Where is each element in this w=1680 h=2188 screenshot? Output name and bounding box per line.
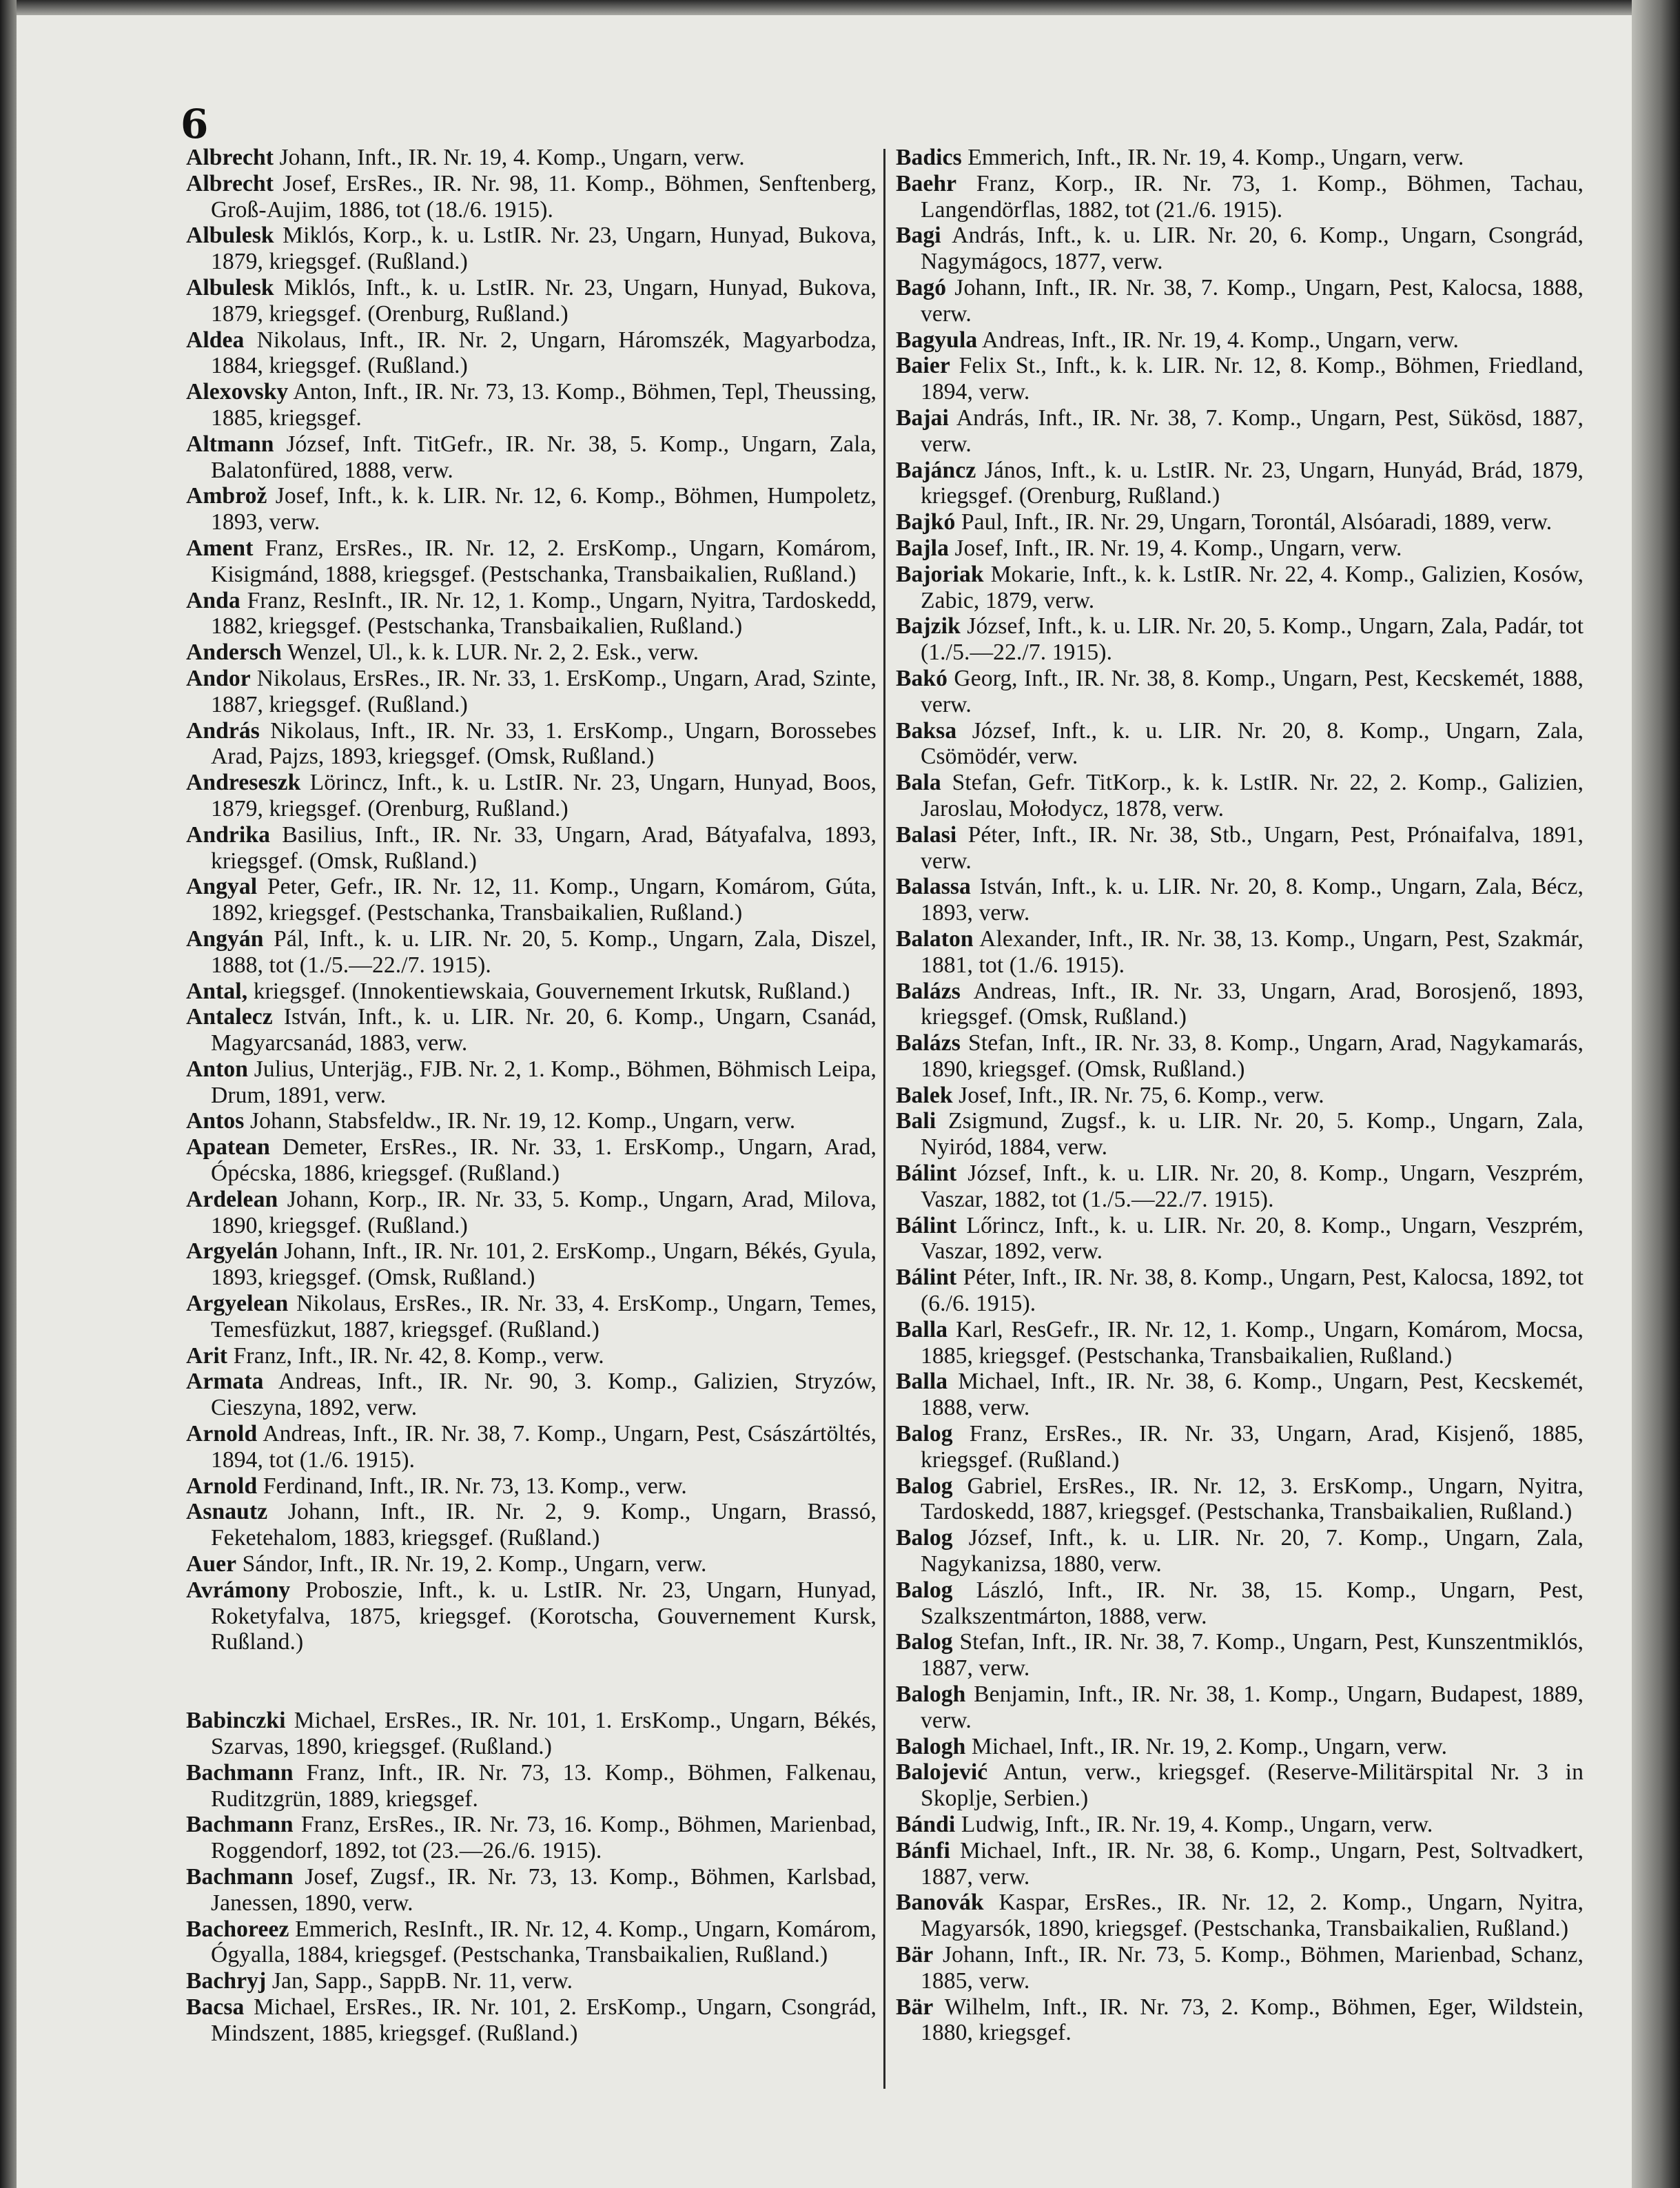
- register-entry: [186, 1291, 877, 1343]
- entry-details: Franz, Inft., IR. Nr. 42, 8. Komp., verw.: [233, 1342, 604, 1369]
- entry-details: Emmerich, Inft., IR. Nr. 19, 4. Komp., Ungarn, verw.: [967, 145, 1464, 170]
- entry-surname: Bagi: [896, 223, 941, 249]
- entry-surname: Andrika: [186, 821, 270, 848]
- entry-details: Michael, ErsRes., IR. Nr. 101, 1. ErsKomp., Ungarn, Békés, Szarvas, 1890, kriegsgef. (Rußland.): [211, 1708, 877, 1760]
- entry-surname: Bálint: [896, 1212, 957, 1238]
- entry-details: Miklós, Inft., k. u. LstIR. Nr. 23, Ungarn, Hunyad, Bukova, 1879, kriegsgef. (Orenburg, Rußland.): [211, 274, 877, 327]
- entry-surname: Bali: [896, 1108, 936, 1134]
- entry-details: Nikolaus, Inft., IR. Nr. 33, 1. ErsKomp., Ungarn, Borossebes Arad, Pajzs, 1893, kriegsgef. (Omsk, Rußland.): [211, 717, 877, 770]
- entry-surname: Bachmann: [186, 1759, 294, 1786]
- entry-details: Johann, Stabsfeldw., IR. Nr. 19, 12. Komp., Ungarn, verw.: [249, 1108, 796, 1134]
- entry-details: Franz, ErsRes., IR. Nr. 73, 16. Komp., Böhmen, Marienbad, Roggendorf, 1892, tot (23.—26./6. 1915).: [211, 1812, 877, 1864]
- register-entry: [896, 1265, 1584, 1317]
- entry-details: Jan, Sapp., SappB. Nr. 11, verw.: [272, 1968, 573, 1994]
- register-entry: [896, 926, 1584, 979]
- register-entry: [896, 1942, 1584, 1994]
- entry-surname: Argyelean: [186, 1291, 289, 1317]
- entry-details: András, Inft., k. u. LIR. Nr. 20, 6. Komp., Ungarn, Csongrád, Nagymágocs, 1877, verw.: [921, 223, 1584, 275]
- entry-surname: Ament: [186, 535, 254, 561]
- register-entry: [896, 979, 1584, 1031]
- entry-surname: Argyelán: [186, 1238, 278, 1265]
- register-entry: [896, 171, 1584, 223]
- register-entry: [186, 1499, 877, 1551]
- register-entry: [186, 1916, 877, 1969]
- entry-surname: Ambrož: [186, 483, 267, 509]
- entry-surname: Balog: [896, 1525, 953, 1551]
- register-entry: [186, 926, 877, 979]
- entry-surname: Armata: [186, 1369, 264, 1395]
- entry-details: Michael, ErsRes., IR. Nr. 101, 2. ErsKomp., Ungarn, Csongrád, Mindszent, 1885, kriegsgef. (Rußland.): [211, 1994, 877, 2046]
- register-entry: [896, 666, 1584, 718]
- entry-details: Nikolaus, Inft., IR. Nr. 2, Ungarn, Háromszék, Magyarbodza, 1884, kriegsgef. (Rußland.): [211, 327, 877, 379]
- entry-details: Stefan, Gefr. TitKorp., k. k. LstIR. Nr. 22, 2. Komp., Galizien, Jaroslau, Mołodycz, 1878, verw.: [921, 770, 1584, 821]
- register-entry: [186, 483, 877, 535]
- entry-surname: Badics: [896, 145, 962, 170]
- entry-surname: Angyán: [186, 926, 264, 952]
- entry-surname: Bajzik: [896, 613, 961, 640]
- entry-details: Josef, Zugsf., IR. Nr. 73, 13. Komp., Böhmen, Karlsbad, Janessen, 1890, verw.: [211, 1864, 877, 1916]
- entry-details: Ludwig, Inft., IR. Nr. 19, 4. Komp., Ungarn, verw.: [961, 1812, 1433, 1837]
- register-entry: [896, 1213, 1584, 1265]
- entry-surname: Balogh: [896, 1733, 966, 1759]
- entry-details: Antun, verw., kriegsgef. (Reserve-Militärspital Nr. 3 in Skoplje, Serbien.): [921, 1759, 1584, 1812]
- register-entry: [896, 405, 1584, 458]
- register-entry: [186, 1004, 877, 1056]
- entry-surname: Bacsa: [186, 1994, 245, 2020]
- entry-details: Michael, Inft., IR. Nr. 38, 6. Komp., Ungarn, Pest, Soltvadkert, 1887, verw.: [921, 1837, 1584, 1890]
- register-entry: [896, 770, 1584, 822]
- register-entry: [896, 1421, 1584, 1473]
- entry-surname: Andreseszk: [186, 770, 301, 796]
- entry-details: Demeter, ErsRes., IR. Nr. 33, 1. ErsKomp., Ungarn, Arad, Ópécska, 1886, kriegsgef. (Rußland.): [211, 1134, 877, 1187]
- entry-details: Franz, Korp., IR. Nr. 73, 1. Komp., Böhmen, Tachau, Langendörflas, 1882, tot (21./6. 1915).: [921, 170, 1584, 223]
- entry-surname: Bala: [896, 770, 941, 796]
- register-entry: [186, 640, 877, 666]
- entry-surname: Balla: [896, 1369, 948, 1395]
- register-entry: [896, 1681, 1584, 1734]
- entry-details: Kaspar, ErsRes., IR. Nr. 12, 2. Komp., Ungarn, Nyitra, Magyarsók, 1890, kriegsgef. (Pestschanka, Transbaikalien, Rußland.): [921, 1890, 1584, 1942]
- entry-surname: Balla: [896, 1316, 948, 1342]
- register-entry: [896, 1525, 1584, 1577]
- entry-surname: Apatean: [186, 1134, 270, 1161]
- entry-details: kriegsgef. (Innokentiewskaia, Gouvernement Irkutsk, Rußland.): [253, 978, 850, 1004]
- entry-surname: Bachmann: [186, 1864, 294, 1890]
- entry-surname: Anda: [186, 587, 240, 613]
- register-entry: [186, 1760, 877, 1812]
- register-entry: [186, 1187, 877, 1239]
- register-entry: [896, 1317, 1584, 1369]
- register-entry: [896, 1994, 1584, 2047]
- entry-surname: Angyal: [186, 874, 258, 900]
- register-entry: [186, 1369, 877, 1421]
- register-entry: [896, 1369, 1584, 1421]
- entry-details: Ferdinand, Inft., IR. Nr. 73, 13. Komp., verw.: [263, 1473, 687, 1499]
- entry-surname: Balasi: [896, 821, 957, 848]
- entry-details: Josef, Inft., IR. Nr. 19, 4. Komp., Ungarn, verw.: [954, 535, 1402, 561]
- register-entry: [186, 535, 877, 588]
- entry-surname: Aldea: [186, 327, 245, 353]
- entry-surname: Balog: [896, 1629, 953, 1655]
- entry-surname: Albulesk: [186, 274, 274, 300]
- entry-details: Georg, Inft., IR. Nr. 38, 8. Komp., Ungarn, Pest, Kecskemét, 1888, verw.: [921, 665, 1584, 717]
- entry-surname: Balog: [896, 1577, 953, 1603]
- entry-surname: Babinczki: [186, 1708, 286, 1734]
- entry-details: Josef, Inft., k. k. LIR. Nr. 12, 6. Komp., Böhmen, Humpoletz, 1893, verw.: [211, 483, 877, 535]
- register-entry: [186, 1421, 877, 1473]
- register-entry: [896, 535, 1584, 562]
- entry-surname: Balázs: [896, 1030, 961, 1056]
- entry-details: József, Inft., k. u. LIR. Nr. 20, 8. Komp., Ungarn, Veszprém, Vaszar, 1882, tot (1./5.—22./7. 1915).: [921, 1161, 1584, 1212]
- entry-surname: Bagyula: [896, 327, 978, 353]
- entry-surname: Bajla: [896, 535, 949, 561]
- register-entry: [896, 1629, 1584, 1681]
- entry-surname: Bagó: [896, 274, 947, 300]
- register-entry: [186, 1343, 877, 1369]
- register-entry: [186, 718, 877, 770]
- left-column: [186, 145, 877, 2047]
- register-entry: [186, 1134, 877, 1187]
- register-entry: [186, 1473, 877, 1500]
- entry-details: Gabriel, ErsRes., IR. Nr. 12, 3. ErsKomp., Ungarn, Nyitra, Tardoskedd, 1887, kriegsgef. (Pestschanka, Transbaikalien, Rußland.): [921, 1473, 1584, 1525]
- entry-surname: Andersch: [186, 640, 282, 666]
- register-entry: [896, 1759, 1584, 1812]
- entry-details: Péter, Inft., IR. Nr. 38, Stb., Ungarn, Pest, Prónaifalva, 1891, verw.: [921, 821, 1584, 874]
- entry-details: Emmerich, ResInft., IR. Nr. 12, 4. Komp., Ungarn, Komárom, Ógyalla, 1884, kriegsgef. (Pestschanka, Transbaikalien, Rußland.): [211, 1916, 877, 1968]
- column-divider: [883, 149, 885, 2089]
- register-entry: [896, 1161, 1584, 1213]
- entry-details: Johann, Inft., IR. Nr. 101, 2. ErsKomp., Ungarn, Békés, Gyula, 1893, kriegsgef. (Omsk, Rußland.): [211, 1238, 877, 1291]
- register-entry: [896, 1108, 1584, 1161]
- register-entry: [896, 613, 1584, 666]
- entry-details: Franz, ErsRes., IR. Nr. 12, 2. ErsKomp., Ungarn, Komárom, Kisigmánd, 1888, kriegsgef. (Pestschanka, Transbaikalien, Rußland.): [211, 535, 877, 587]
- register-entry: [186, 1864, 877, 1916]
- entry-surname: Balassa: [896, 874, 971, 900]
- entry-surname: Albrecht: [186, 170, 274, 196]
- register-entry: [896, 327, 1584, 354]
- entry-surname: Albulesk: [186, 223, 274, 249]
- entry-details: Paul, Inft., IR. Nr. 29, Ungarn, Torontál, Alsóaradi, 1889, verw.: [961, 509, 1553, 535]
- entry-details: Andreas, Inft., IR. Nr. 38, 7. Komp., Ungarn, Pest, Császártöltés, 1894, tot (1./6. 1915).: [211, 1421, 877, 1473]
- entry-details: Nikolaus, ErsRes., IR. Nr. 33, 1. ErsKomp., Ungarn, Arad, Szinte, 1887, kriegsgef. (Rußland.): [211, 665, 877, 717]
- entry-surname: Anton: [186, 1056, 249, 1082]
- entry-details: Johann, Inft., IR. Nr. 2, 9. Komp., Ungarn, Brassó, Feketehalom, 1883, kriegsgef. (Rußland.): [211, 1499, 877, 1551]
- entry-details: Felix St., Inft., k. k. LIR. Nr. 12, 8. Komp., Böhmen, Friedland, 1894, verw.: [921, 353, 1584, 405]
- register-entry: [186, 1994, 877, 2047]
- entry-surname: Asnautz: [186, 1499, 268, 1525]
- entry-details: Andreas, Inft., IR. Nr. 33, Ungarn, Arad, Borosjenő, 1893, kriegsgef. (Omsk, Rußland.): [921, 978, 1584, 1030]
- entry-details: József, Inft., k. u. LIR. Nr. 20, 5. Komp., Ungarn, Zala, Padár, tot (1./5.—22./7. 1915).: [921, 613, 1584, 666]
- register-entry: [896, 275, 1584, 327]
- section-gap: [186, 1655, 877, 1708]
- entry-surname: Bär: [896, 1941, 934, 1967]
- entry-surname: Bálint: [896, 1161, 957, 1187]
- register-entry: [186, 171, 877, 223]
- entry-details: János, Inft., k. u. LstIR. Nr. 23, Ungarn, Hunyád, Brád, 1879, kriegsgef. (Orenburg, Rußland.): [921, 457, 1584, 509]
- register-entry: [186, 145, 877, 171]
- entry-surname: Bajai: [896, 405, 949, 431]
- entry-details: Karl, ResGefr., IR. Nr. 12, 1. Komp., Ungarn, Komárom, Mocsa, 1885, kriegsgef. (Pestschanka, Transbaikalien, Rußland.): [921, 1316, 1584, 1369]
- register-entry: [186, 379, 877, 431]
- entry-details: Peter, Gefr., IR. Nr. 12, 11. Komp., Ungarn, Komárom, Gúta, 1892, kriegsgef. (Pestschanka, Transbaikalien, Rußland.): [211, 874, 877, 926]
- entry-surname: Arnold: [186, 1421, 258, 1447]
- entry-details: Michael, Inft., IR. Nr. 19, 2. Komp., Ungarn, verw.: [971, 1733, 1448, 1759]
- entry-surname: Bándi: [896, 1812, 956, 1837]
- entry-details: Proboszie, Inft., k. u. LstIR. Nr. 23, Ungarn, Hunyad, Roketyfalva, 1875, kriegsgef. (Korotscha, Gouvernement Kursk, Rußland.): [211, 1577, 877, 1655]
- entry-details: Josef, ErsRes., IR. Nr. 98, 11. Komp., Böhmen, Senftenberg, Groß-Aujim, 1886, tot (18./6. 1915).: [211, 170, 877, 223]
- entry-details: András, Inft., IR. Nr. 38, 7. Komp., Ungarn, Pest, Sükösd, 1887, verw.: [921, 405, 1584, 457]
- entry-surname: Arnold: [186, 1473, 258, 1499]
- entry-details: Franz, Inft., IR. Nr. 73, 13. Komp., Böhmen, Falkenau, Ruditzgrün, 1889, kriegsgef.: [211, 1759, 877, 1812]
- entry-details: Lőrincz, Inft., k. u. LIR. Nr. 20, 8. Komp., Ungarn, Veszprém, Vaszar, 1892, verw.: [921, 1212, 1584, 1265]
- entry-surname: Albrecht: [186, 145, 274, 170]
- entry-surname: Bajáncz: [896, 457, 976, 483]
- register-entry: [186, 1812, 877, 1864]
- entry-details: Sándor, Inft., IR. Nr. 19, 2. Komp., Ungarn, verw.: [242, 1551, 707, 1577]
- entry-surname: Bär: [896, 1994, 934, 2020]
- entry-details: Julius, Unterjäg., FJB. Nr. 2, 1. Komp., Böhmen, Böhmisch Leipa, Drum, 1891, verw.: [211, 1056, 877, 1108]
- register-entry: [896, 1083, 1584, 1109]
- entry-details: Wenzel, Ul., k. k. LUR. Nr. 2, 2. Esk., verw.: [287, 640, 699, 666]
- register-entry: [896, 1473, 1584, 1526]
- register-entry: [186, 275, 877, 327]
- entry-surname: Bachoreez: [186, 1916, 289, 1942]
- register-entry: [896, 353, 1584, 405]
- entry-details: Michael, Inft., IR. Nr. 38, 6. Komp., Ungarn, Pest, Kecskemét, 1888, verw.: [921, 1369, 1584, 1421]
- entry-surname: Balog: [896, 1473, 953, 1499]
- entry-surname: Andor: [186, 665, 251, 691]
- entry-details: István, Inft., k. u. LIR. Nr. 20, 8. Komp., Ungarn, Zala, Bécz, 1893, verw.: [921, 874, 1584, 926]
- entry-details: István, Inft., k. u. LIR. Nr. 20, 6. Komp., Ungarn, Csanád, Magyarcsanád, 1883, verw.: [211, 1004, 877, 1056]
- register-entry: [186, 822, 877, 875]
- right-column: [896, 145, 1584, 2046]
- entry-surname: Arit: [186, 1342, 228, 1369]
- entry-surname: Bálint: [896, 1265, 957, 1291]
- entry-details: Stefan, Inft., IR. Nr. 33, 8. Komp., Ungarn, Arad, Nagykamarás, 1890, kriegsgef. (Omsk, Rußland.): [921, 1030, 1584, 1082]
- entry-surname: Balogh: [896, 1681, 966, 1708]
- entry-details: Johann, Inft., IR. Nr. 73, 5. Komp., Böhmen, Marienbad, Schanz, 1885, verw.: [921, 1941, 1584, 1994]
- register-entry: [186, 770, 877, 822]
- entry-surname: Balázs: [896, 978, 961, 1004]
- entry-details: Josef, Inft., IR. Nr. 75, 6. Komp., verw.: [959, 1082, 1324, 1108]
- entry-details: Lörincz, Inft., k. u. LstIR. Nr. 23, Ungarn, Hunyad, Boos, 1879, kriegsgef. (Orenburg, Rußland.): [211, 770, 877, 821]
- register-entry: [186, 588, 877, 640]
- register-entry: [896, 718, 1584, 770]
- register-entry: [896, 1838, 1584, 1890]
- entry-details: Nikolaus, ErsRes., IR. Nr. 33, 4. ErsKomp., Ungarn, Temes, Temesfüzkut, 1887, kriegsgef. (Rußland.): [211, 1291, 877, 1342]
- entry-details: László, Inft., IR. Nr. 38, 15. Komp., Ungarn, Pest, Szalkszentmárton, 1888, verw.: [921, 1577, 1584, 1629]
- entry-surname: Bajkó: [896, 509, 956, 535]
- entry-details: Johann, Inft., IR. Nr. 19, 4. Komp., Ungarn, verw.: [279, 145, 745, 170]
- entry-details: Péter, Inft., IR. Nr. 38, 8. Komp., Ungarn, Pest, Kalocsa, 1892, tot (6./6. 1915).: [921, 1265, 1584, 1317]
- register-entry: [186, 1056, 877, 1109]
- page-number: 6: [181, 101, 209, 147]
- entry-details: Benjamin, Inft., IR. Nr. 38, 1. Komp., Ungarn, Budapest, 1889, verw.: [921, 1681, 1584, 1733]
- entry-surname: Bánfi: [896, 1837, 950, 1863]
- register-entry: [186, 1968, 877, 1994]
- entry-surname: Auer: [186, 1551, 237, 1577]
- entry-surname: Balog: [896, 1421, 953, 1447]
- register-entry: [896, 145, 1584, 171]
- scan-edge-top: [0, 0, 1680, 15]
- register-entry: [896, 1890, 1584, 1942]
- register-entry: [186, 1551, 877, 1577]
- register-entry: [896, 1734, 1584, 1760]
- entry-details: Johann, Inft., IR. Nr. 38, 7. Komp., Ungarn, Pest, Kalocsa, 1888, verw.: [921, 274, 1584, 327]
- register-entry: [896, 458, 1584, 510]
- entry-surname: Avrámony: [186, 1577, 291, 1603]
- entry-details: Stefan, Inft., IR. Nr. 38, 7. Komp., Ungarn, Pest, Kunszentmiklós, 1887, verw.: [921, 1629, 1584, 1681]
- entry-details: József, Inft. TitGefr., IR. Nr. 38, 5. Komp., Ungarn, Zala, Balatonfüred, 1888, verw.: [211, 431, 877, 483]
- entry-surname: Baier: [896, 353, 950, 379]
- entry-details: Anton, Inft., IR. Nr. 73, 13. Komp., Böhmen, Tepl, Theussing, 1885, kriegsgef.: [211, 379, 877, 431]
- register-entry: [896, 874, 1584, 926]
- register-entry: [896, 223, 1584, 275]
- entry-surname: Ardelean: [186, 1186, 278, 1212]
- entry-details: Pál, Inft., k. u. LIR. Nr. 20, 5. Komp., Ungarn, Zala, Diszel, 1888, tot (1./5.—22./7. 1915).: [211, 926, 877, 978]
- register-entry: [896, 509, 1584, 535]
- entry-details: Mokarie, Inft., k. k. LstIR. Nr. 22, 4. Komp., Galizien, Kosów, Zabic, 1879, verw.: [921, 561, 1584, 613]
- register-entry: [896, 1812, 1584, 1838]
- register-entry: [186, 431, 877, 484]
- register-entry: [186, 327, 877, 380]
- register-entry: [896, 1577, 1584, 1630]
- entry-surname: Bachryj: [186, 1968, 267, 1994]
- entry-surname: Antal,: [186, 978, 248, 1004]
- entry-surname: Bakó: [896, 665, 948, 691]
- entry-details: Johann, Korp., IR. Nr. 33, 5. Komp., Ungarn, Arad, Milova, 1890, kriegsgef. (Rußland.): [211, 1186, 877, 1238]
- register-entry: [186, 1577, 877, 1655]
- register-entry: [186, 1238, 877, 1291]
- entry-details: Andreas, Inft., IR. Nr. 90, 3. Komp., Galizien, Stryzów, Cieszyna, 1892, verw.: [211, 1369, 877, 1421]
- entry-details: Miklós, Korp., k. u. LstIR. Nr. 23, Ungarn, Hunyad, Bukova, 1879, kriegsgef. (Rußland.): [211, 223, 877, 275]
- register-entry: [896, 1030, 1584, 1083]
- entry-surname: Baksa: [896, 717, 957, 744]
- register-entry: [896, 822, 1584, 875]
- register-entry: [186, 223, 877, 275]
- register-entry: [186, 979, 877, 1005]
- register-entry: [186, 1708, 877, 1760]
- entry-surname: Bajoriak: [896, 561, 984, 587]
- scan-edge-right: [1632, 0, 1680, 2188]
- scan-edge-left: [0, 0, 17, 2188]
- entry-surname: Bachmann: [186, 1812, 294, 1838]
- register-entry: [186, 874, 877, 926]
- entry-details: Alexander, Inft., IR. Nr. 38, 13. Komp., Ungarn, Pest, Szakmár, 1881, tot (1./6. 1915).: [921, 926, 1584, 978]
- entry-surname: Alexovsky: [186, 379, 289, 405]
- register-entry: [186, 1108, 877, 1134]
- entry-details: József, Inft., k. u. LIR. Nr. 20, 8. Komp., Ungarn, Zala, Csömödér, verw.: [921, 717, 1584, 770]
- entry-details: József, Inft., k. u. LIR. Nr. 20, 7. Komp., Ungarn, Zala, Nagykanizsa, 1880, verw.: [921, 1525, 1584, 1577]
- register-entry: [186, 666, 877, 718]
- entry-details: Zsigmund, Zugsf., k. u. LIR. Nr. 20, 5. Komp., Ungarn, Zala, Nyiród, 1884, verw.: [921, 1108, 1584, 1161]
- entry-surname: Banovák: [896, 1890, 984, 1916]
- entry-surname: Balek: [896, 1082, 953, 1108]
- entry-surname: András: [186, 717, 260, 744]
- entry-surname: Baehr: [896, 170, 957, 196]
- entry-details: Franz, ResInft., IR. Nr. 12, 1. Komp., Ungarn, Nyitra, Tardoskedd, 1882, kriegsgef. (Pestschanka, Transbaikalien, Rußland.): [211, 587, 877, 640]
- entry-surname: Antos: [186, 1108, 245, 1134]
- entry-details: Basilius, Inft., IR. Nr. 33, Ungarn, Arad, Bátyafalva, 1893, kriegsgef. (Omsk, Rußland.): [211, 821, 877, 874]
- entry-surname: Balojević: [896, 1759, 988, 1786]
- entry-details: Wilhelm, Inft., IR. Nr. 73, 2. Komp., Böhmen, Eger, Wildstein, 1880, kriegsgef.: [921, 1994, 1584, 2046]
- register-entry: [896, 562, 1584, 614]
- entry-details: Andreas, Inft., IR. Nr. 19, 4. Komp., Ungarn, verw.: [981, 327, 1459, 353]
- entry-surname: Altmann: [186, 431, 274, 457]
- entry-details: Franz, ErsRes., IR. Nr. 33, Ungarn, Arad, Kisjenő, 1885, kriegsgef. (Rußland.): [921, 1421, 1584, 1473]
- entry-surname: Antalecz: [186, 1004, 273, 1030]
- entry-surname: Balaton: [896, 926, 974, 952]
